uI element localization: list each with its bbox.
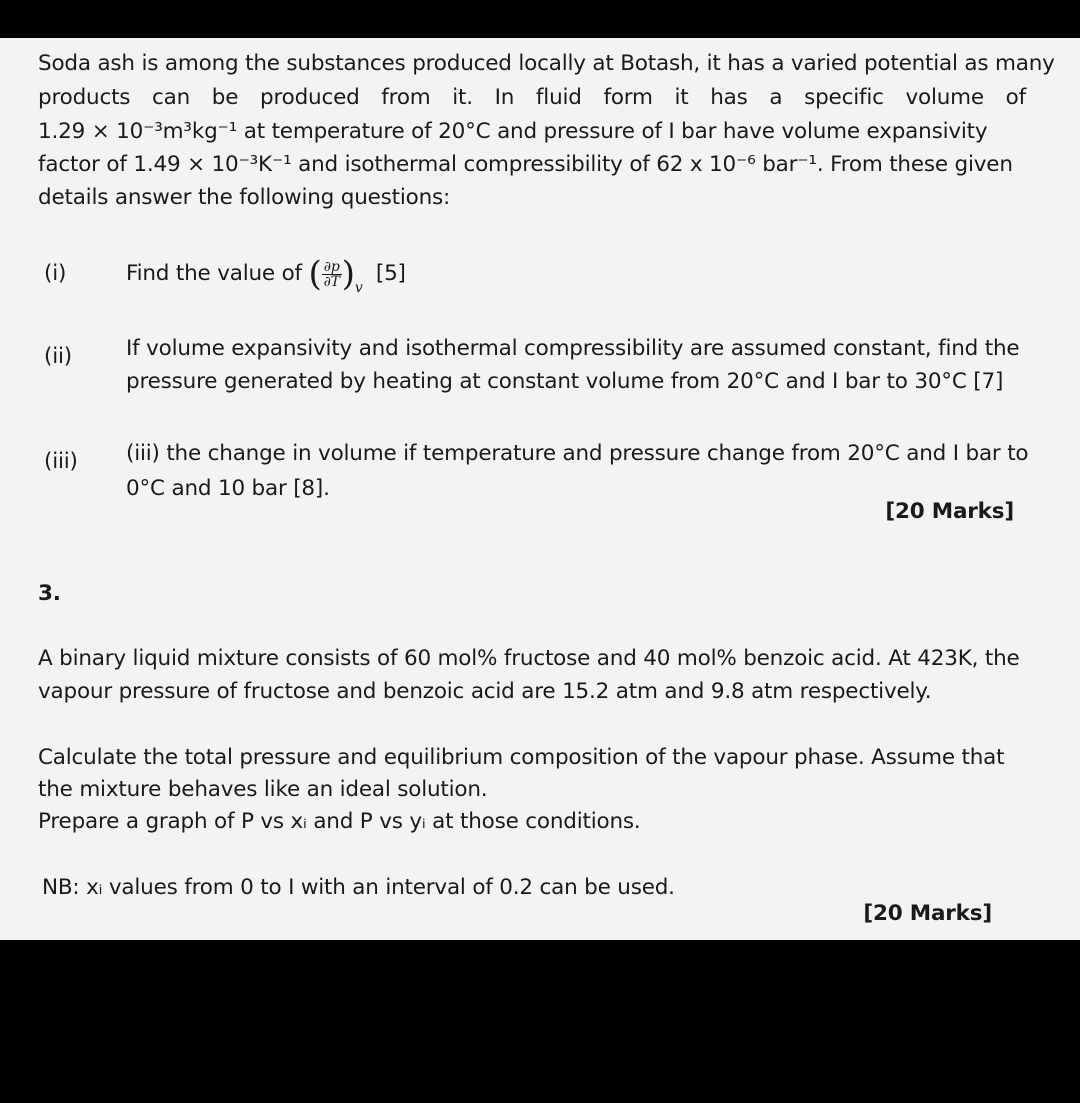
part-i-text: Find the value of ( $\frac{\partial p}{\partial T}$ )$_v$ [5]: [126, 254, 406, 296]
intro-line-4: factor of 1.49 × 10⁻³K⁻¹ and isothermal compressibility of 62 x 10⁻⁶ bar⁻¹. From these given: [38, 152, 1013, 177]
q3-total-marks: [20 Marks]: [863, 901, 992, 926]
part-ii-line-1: If volume expansivity and isothermal compressibility are assumed constant, find the: [126, 336, 1020, 361]
q3-para1-line-1: A binary liquid mixture consists of 60 mol% fructose and 40 mol% benzoic acid. At 423K, the: [38, 646, 1020, 671]
question-3-number: 3.: [38, 581, 61, 606]
q3-para2-line-1: Calculate the total pressure and equilibrium composition of the vapour phase. Assume that: [38, 745, 1005, 770]
intro-line-3: 1.29 × 10⁻³m³kg⁻¹ at temperature of 20°C and pressure of I bar have volume expansivity: [38, 119, 988, 144]
intro-line-5: details answer the following questions:: [38, 185, 451, 210]
part-iii-line-1: (iii) the change in volume if temperature and pressure change from 20°C and I bar to: [126, 441, 1029, 466]
partial-derivative: $\frac{\partial p}{\partial T}$: [323, 258, 340, 290]
part-i-marks: [5]: [375, 261, 406, 286]
q2-total-marks: [20 Marks]: [885, 499, 1014, 524]
part-iii-line-2: 0°C and 10 bar [8].: [126, 476, 330, 501]
q3-para1-line-2: vapour pressure of fructose and benzoic acid are 15.2 atm and 9.8 atm respectively.: [38, 679, 932, 704]
exam-page: [0, 38, 1080, 940]
part-i-label: (i): [44, 261, 67, 286]
part-iii-label: (iii): [44, 449, 78, 474]
q3-note: NB: xᵢ values from 0 to I with an interval of 0.2 can be used.: [42, 875, 675, 900]
q3-para2-line-3: Prepare a graph of P vs xᵢ and P vs yᵢ at those conditions.: [38, 809, 641, 834]
part-i-prompt: Find the value of: [126, 261, 302, 286]
part-ii-line-2: pressure generated by heating at constant volume from 20°C and I bar to 30°C [7]: [126, 369, 1004, 394]
intro-line-1: Soda ash is among the substances produced locally at Botash, it has a varied potential as many: [38, 51, 1055, 76]
q3-para2-line-2: the mixture behaves like an ideal solution.: [38, 777, 488, 802]
intro-line-2: products can be produced from it. In fluid form it has a specific volume of: [38, 85, 1026, 110]
part-ii-label: (ii): [44, 344, 72, 369]
